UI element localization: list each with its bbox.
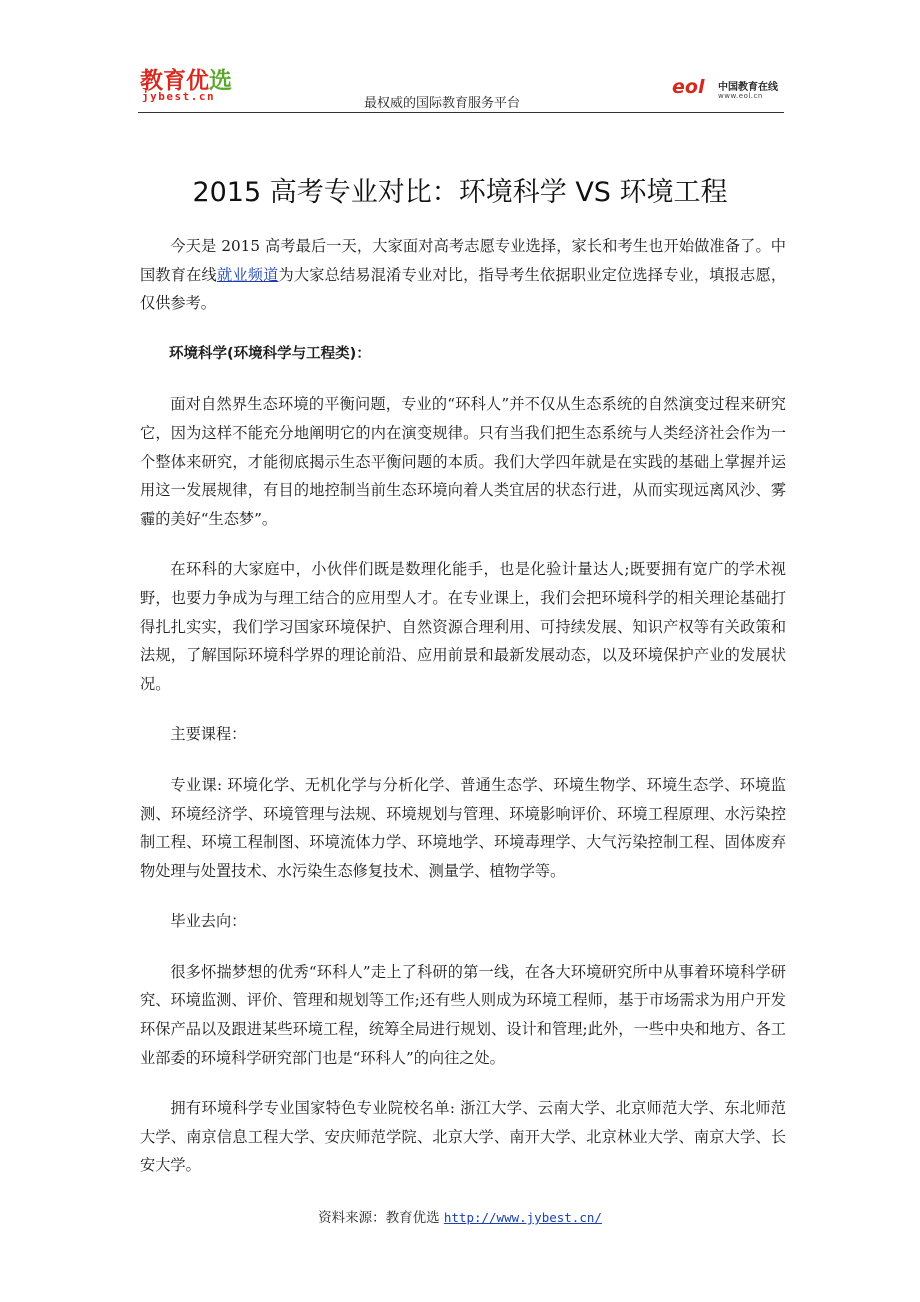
intro-text-after: 为大家总结易混淆专业对比，指导考生依据职业定位选择专业，填报志愿，仅供参考。: [140, 265, 787, 313]
section-heading: 环境科学(环境科学与工程类)：: [169, 345, 371, 362]
article-body: [140, 232, 786, 1202]
footer-source-label: 资料来源：教育优选: [318, 1210, 440, 1226]
intro-paragraph: [140, 232, 786, 318]
intro-text-before: 今天是 2015 高考最后一天，大家面对高考志愿专业选择，家长和考生也开始做准备了。中国教育在线: [140, 237, 786, 284]
page-footer: [0, 1206, 920, 1226]
eol-logo[interactable]: [672, 76, 784, 108]
eol-logo-mark: eol: [672, 76, 705, 98]
schools-paragraph: 拥有环境科学专业国家特色专业院校名单: 浙江大学、云南大学、北京师范大学、东北师范大学、南京信息工程大学、安庆师范学院、北京大学、南开大学、北京林业大学、南京大学、长安大学。: [140, 1099, 786, 1175]
page-header: [138, 62, 784, 113]
career-paragraph: 很多怀揣梦想的优秀“环科人”走上了科研的第一线，在各大环境研究所中从事着环境科学研究、环境监测、评价、管理和规划等工作;还有些人则成为环境工程师，基于市场需求为用户开发环保产品以及跟进某些环境工程，统筹全局进行规划、设计和管理;此外，一些中央和地方、各工业部委的环境科学研究部门也是“环科人”的向往之处。: [140, 962, 786, 1067]
jybest-logo-url: jybest.cn: [142, 90, 216, 103]
career-heading: 毕业去向：: [170, 912, 247, 931]
body-paragraph: 在环科的大家庭中，小伙伴们既是数理化能手，也是化验计量达人;既要拥有宽广的学术视野，也要力争成为与理工结合的应用型人才。在专业课上，我们会把环境科学的相关理论基础打得扎扎实实，我们学习国家环境保护、自然资源合理利用、可持续发展、知识产权等有关政策和法规，了解国际环境科学界的理论前沿、应用前景和最新发展动态，以及环境保护产业的发展状况。: [140, 560, 786, 693]
jybest-logo[interactable]: [138, 62, 248, 108]
article-title: 2015 高考专业对比：环境科学 VS 环境工程: [192, 177, 728, 208]
jybest-logo-accent: 选: [209, 68, 232, 94]
body-paragraph: 面对自然界生态环境的平衡问题，专业的“环科人”并不仅从生态系统的自然演变过程来研究它，因为这样不能充分地阐明它的内在演变规律。只有当我们把生态系统与人类经济社会作为一个整体来研究，才能彻底揭示生态平衡问题的本质。我们大学四年就是在实践的基础上掌握并运用这一发展规律，有目的地控制当前生态环境向着人类宜居的状态行进，从而实现远离风沙、雾霾的美好“生态梦”。: [140, 395, 786, 528]
courses-paragraph: 专业课: 环境化学、无机化学与分析化学、普通生态学、环境生物学、环境生态学、环境监测、环境经济学、环境管理与法规、环境规划与管理、环境影响评价、环境工程原理、水污染控制工程、环境工程制图、环境流体力学、环境地学、环境毒理学、大气污染控制工程、固体废弃物处理与处置技术、水污染生态修复技术、测量学、植物学等。: [140, 775, 786, 880]
footer-source-link[interactable]: http://www.jybest.cn/: [443, 1210, 602, 1225]
courses-heading: 主要课程：: [170, 725, 247, 744]
eol-logo-text: 中国教育在线: [718, 82, 778, 93]
header-slogan: 最权威的国际教育服务平台: [364, 96, 521, 111]
employment-channel-link[interactable]: 就业频道: [216, 265, 279, 284]
eol-logo-url: www.eol.cn: [718, 92, 763, 100]
jybest-logo-text: 教育优选: [140, 68, 232, 94]
